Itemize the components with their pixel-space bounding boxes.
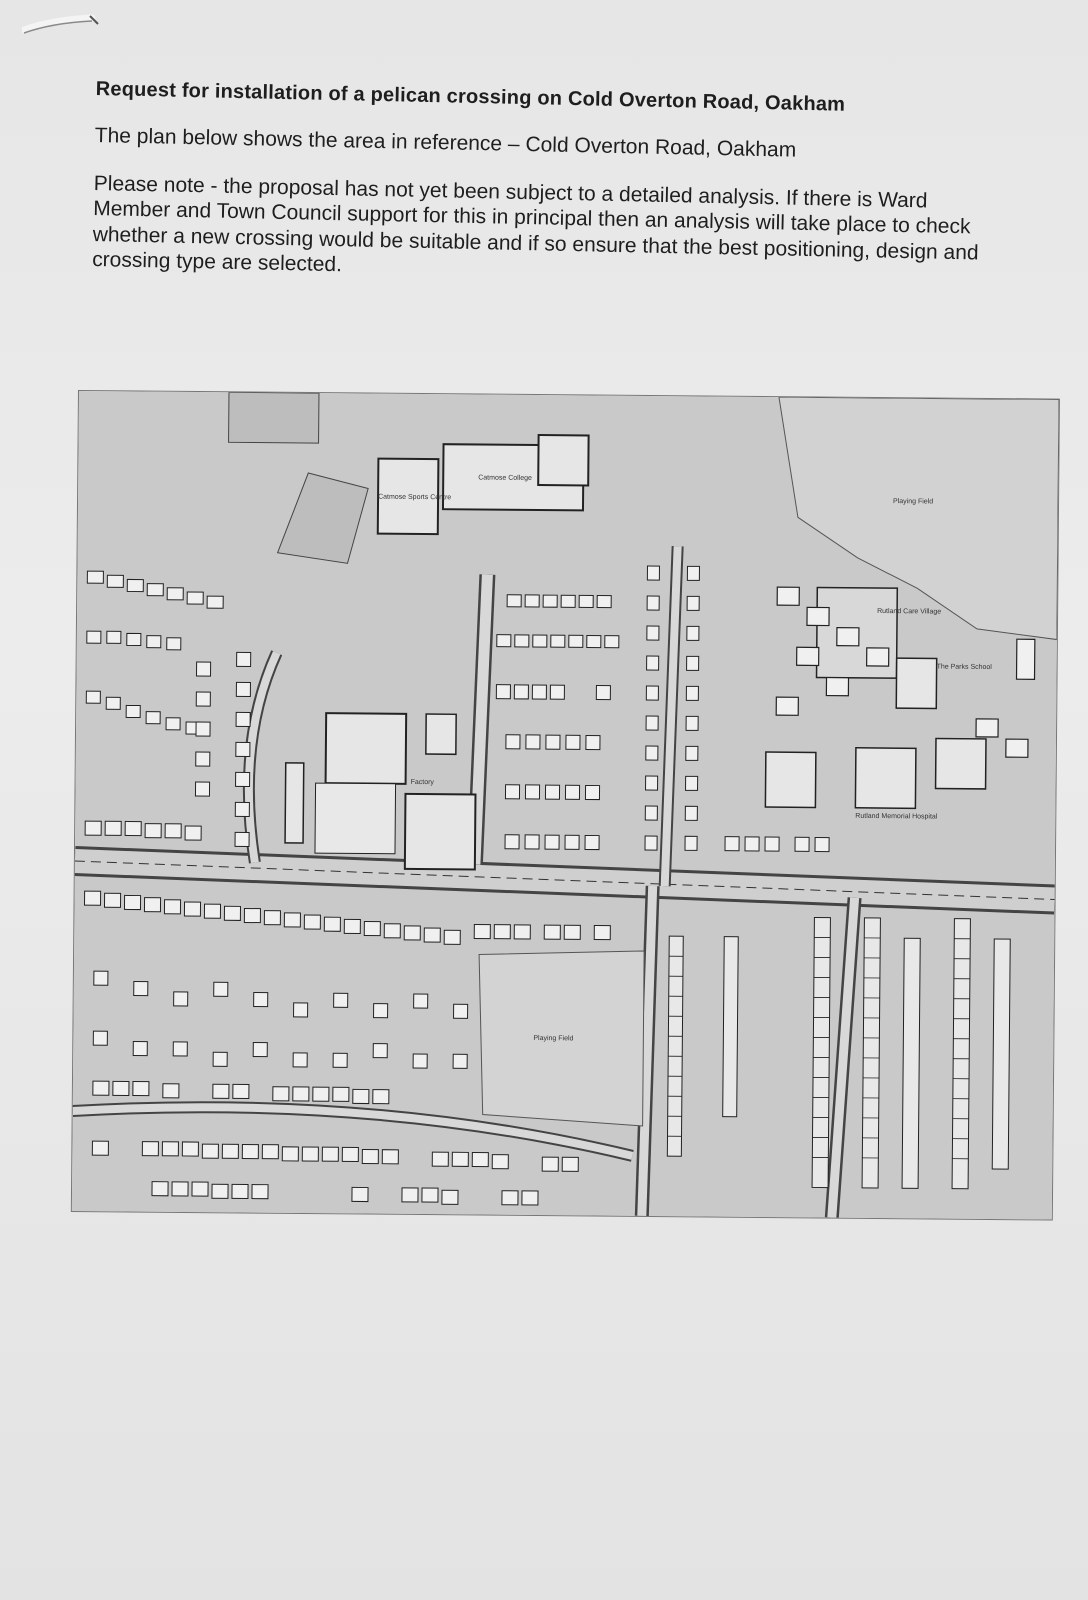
label-catmose-college: Catmose College [478, 474, 532, 482]
note-paragraph: Please note - the proposal has not yet been subject to a detailed analysis. If there is Ward Member and Town Council support for this in principal then an analysis will take place to check whether a new crossing would be suitable and if so ensure that the best positioning, design and crossing type are selected. [91, 171, 979, 277]
site-plan-map [71, 390, 1060, 1221]
label-parks-school: The Parks School [936, 663, 992, 671]
label-hospital: Rutland Memorial Hospital [855, 812, 938, 821]
label-sports-centre: Catmose Sports Centre [378, 493, 452, 502]
label-care-village: Rutland Care Village [877, 607, 942, 616]
map-drawing [72, 391, 1059, 1220]
label-factory: Factory [410, 778, 434, 787]
label-playing-field-ne: Playing Field [893, 498, 934, 506]
intro-paragraph: The plan below shows the area in reference – Cold Overton Road, Oakham [94, 123, 797, 162]
document-text [91, 78, 995, 314]
label-playing-field-south: Playing Field [533, 1034, 574, 1043]
pin-icon [22, 14, 100, 36]
document-title: Request for installation of a pelican crossing on Cold Overton Road, Oakham [95, 78, 846, 116]
